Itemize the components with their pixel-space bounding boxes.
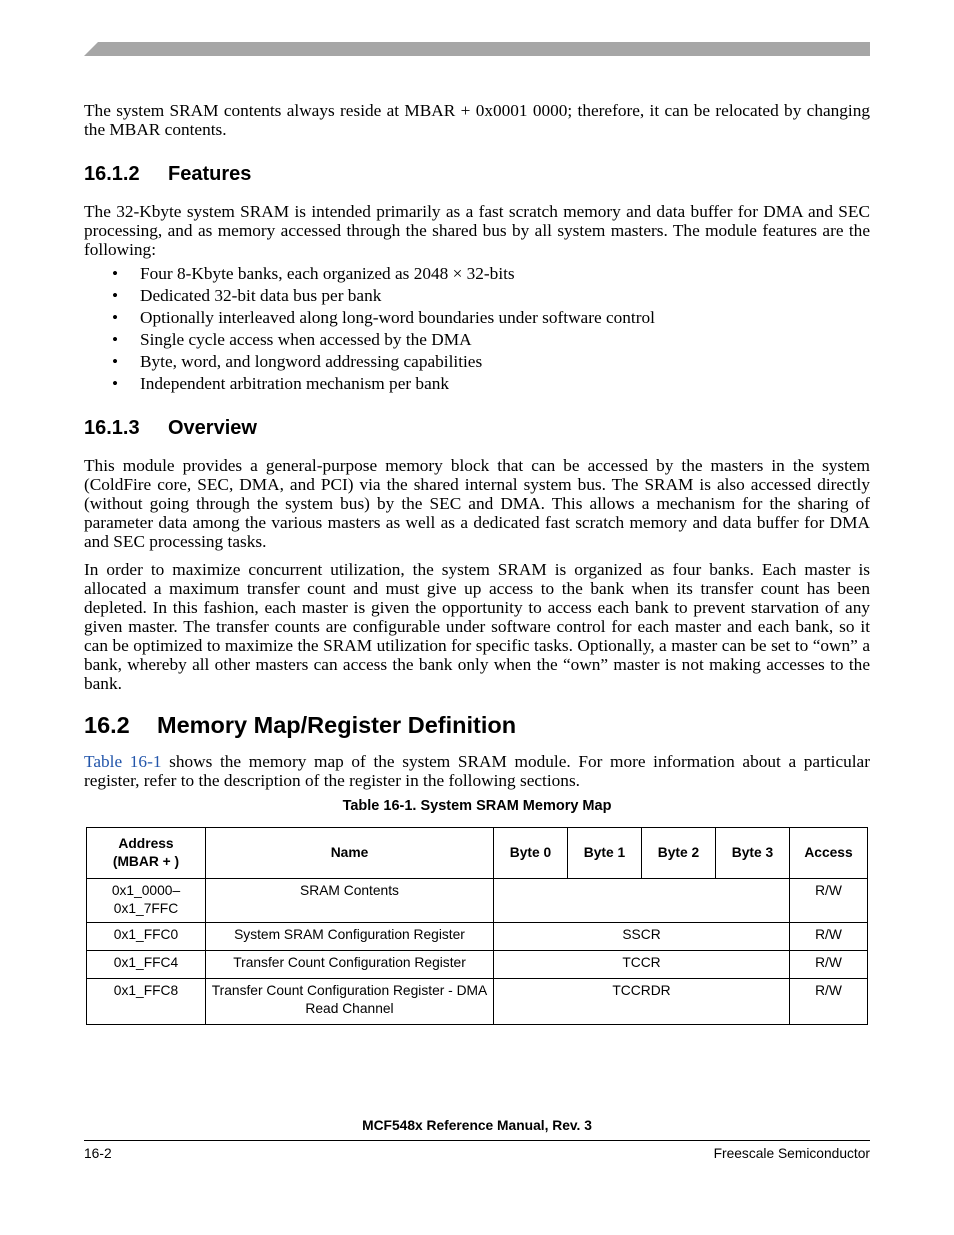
bytes-cell: TCCRDR [494, 979, 790, 1025]
column-header-byte2: Byte 2 [642, 828, 716, 879]
name-cell: Transfer Count Configuration Register - DMA Read Channel [206, 979, 494, 1025]
overview-paragraph-2: In order to maximize concurrent utilization, the system SRAM is organized as four banks. Each master is allocated a maximum transfer count and must give up access to the bank when its transfer count has been depleted. In this fashion, each master is given the opportunity to access each bank to prevent starvation of any given master. The transfer counts are configurable under software control for each master and each bank, so it can be optimized to maximize the SRAM utilization for specific tasks. Optionally, a master can be set to “own” a bank, whereby all other masters can access the bank only when the “own” master is not making accesses to the bank. [84, 560, 870, 693]
access-cell: R/W [790, 923, 868, 951]
address-cell: 0x1_FFC0 [87, 923, 206, 951]
list-item: • Optionally interleaved along long-word boundaries under software control [112, 308, 655, 327]
table-caption: Table 16-1. System SRAM Memory Map [342, 798, 612, 814]
section-title: Features [168, 163, 252, 185]
list-item: • Single cycle access when accessed by the DMA [112, 330, 472, 349]
bytes-cell: TCCR [494, 951, 790, 979]
footer-company: Freescale Semiconductor [713, 1146, 870, 1161]
section-heading-overview [84, 417, 257, 440]
address-cell: 0x1_FFC8 [87, 979, 206, 1025]
column-header-byte1: Byte 1 [568, 828, 642, 879]
bytes-cell: SSCR [494, 923, 790, 951]
bullet-marker: • [112, 352, 119, 371]
table-header-row [87, 828, 868, 879]
column-header-access: Access [790, 828, 868, 879]
bullet-marker: • [112, 264, 119, 283]
section-number: 16.1.3 [84, 417, 140, 439]
access-cell: R/W [790, 951, 868, 979]
column-header-name: Name [206, 828, 494, 879]
list-item: • Four 8-Kbyte banks, each organized as 2048 × 32-bits [112, 264, 515, 283]
section-number: 16.1.2 [84, 163, 140, 185]
list-item: • Dedicated 32-bit data bus per bank [112, 286, 382, 305]
section-number: 16.2 [84, 712, 130, 738]
address-cell: 0x1_FFC4 [87, 951, 206, 979]
access-cell: R/W [790, 979, 868, 1025]
features-paragraph: The 32-Kbyte system SRAM is intended primarily as a fast scratch memory and data buffer for DMA and SEC processing, and as memory accessed through the shared bus by all system masters. The module features are the following: [84, 202, 870, 259]
column-header-address: Address (MBAR + ) [87, 828, 206, 879]
name-cell: Transfer Count Configuration Register [206, 951, 494, 979]
overview-paragraph-1: This module provides a general-purpose memory block that can be accessed by the masters in the system (ColdFire core, SEC, DMA, and PCI) via the shared internal system bus. The SRAM is also accessed directly (without going through the system bus) by the SEC and DMA. This allows a mechanism for the sharing of parameter data among the various masters as well as a dedicated fast scratch memory and data buffer for DMA and SEC processing tasks. [84, 456, 870, 551]
table-row [87, 951, 868, 979]
footer-manual-title: MCF548x Reference Manual, Rev. 3 [362, 1118, 592, 1133]
bullet-marker: • [112, 374, 119, 393]
bullet-marker: • [112, 330, 119, 349]
header-banner [84, 42, 870, 56]
table-row [87, 879, 868, 923]
table-reference-link[interactable]: Table 16-1 [84, 752, 162, 771]
features-list [84, 264, 870, 396]
list-item: • Byte, word, and longword addressing capabilities [112, 352, 483, 371]
section-heading-features [84, 163, 251, 186]
bullet-marker: • [112, 308, 119, 327]
table-row [87, 923, 868, 951]
section-title: Memory Map/Register Definition [157, 712, 517, 738]
list-item: • Independent arbitration mechanism per bank [112, 374, 450, 393]
footer-page-number: 16-2 [84, 1146, 112, 1161]
bytes-cell [494, 879, 790, 923]
memory-map-paragraph: Table 16-1 shows the memory map of the system SRAM module. For more information about a particular register, refer to the description of the register in the following sections. [84, 752, 870, 790]
name-cell: System SRAM Configuration Register [206, 923, 494, 951]
name-cell: SRAM Contents [206, 879, 494, 923]
section-heading-memory-map [84, 712, 516, 739]
column-header-byte0: Byte 0 [494, 828, 568, 879]
footer-divider [84, 1140, 870, 1141]
intro-paragraph: The system SRAM contents always reside at MBAR + 0x0001 0000; therefore, it can be relocated by changing the MBAR contents. [84, 101, 870, 139]
bullet-marker: • [112, 286, 119, 305]
access-cell: R/W [790, 879, 868, 923]
table-row [87, 979, 868, 1025]
section-title: Overview [168, 417, 257, 439]
memory-map-table [86, 827, 868, 1025]
address-cell: 0x1_0000– 0x1_7FFC [87, 879, 206, 923]
column-header-byte3: Byte 3 [716, 828, 790, 879]
